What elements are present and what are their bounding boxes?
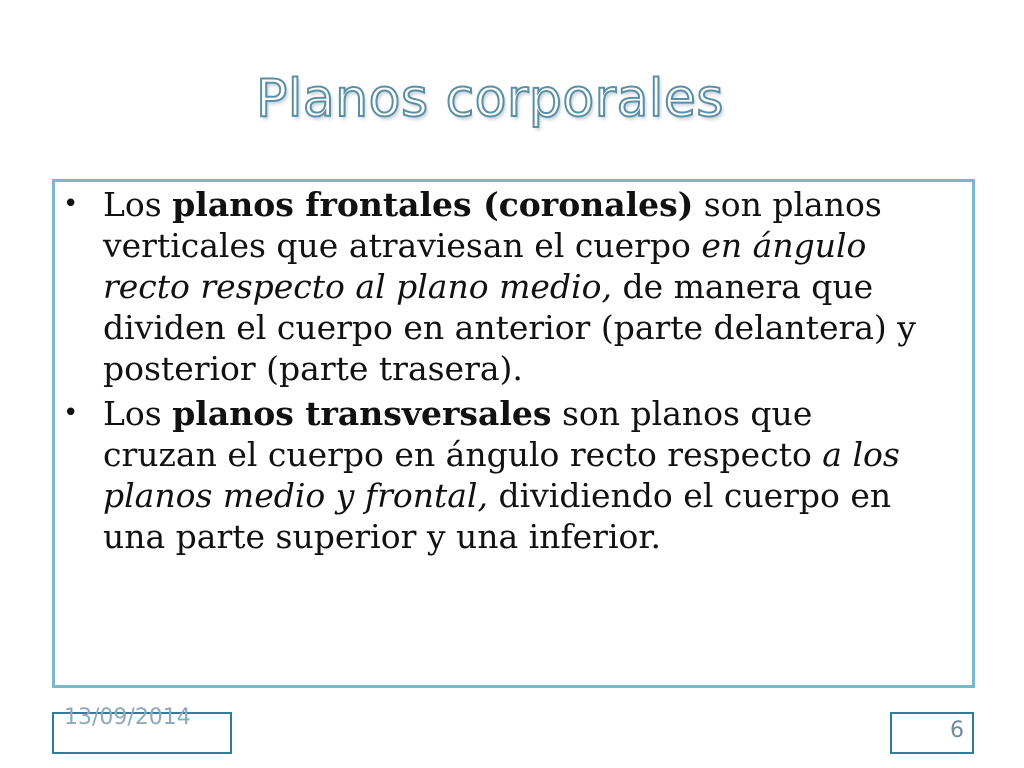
bullet-frontal-italic: en ángulo recto respecto al plano medio, (103, 226, 867, 306)
bullet-transversal-part-4: dividiendo el cuerpo en una parte superior y una inferior. (103, 476, 892, 556)
bullet-frontal-part-2: son planos verticales que atraviesan el cuerpo (103, 185, 882, 265)
footer-date: 13/09/2014 (64, 705, 191, 730)
bullet-list (55, 184, 935, 561)
bullet-text-transversal (103, 394, 900, 556)
bullet-frontal-part-0: Los (103, 185, 173, 224)
footer-date-box (52, 705, 232, 754)
page-number: 6 (950, 718, 964, 743)
bullet-item-frontal (55, 184, 935, 389)
bullet-transversal-part-2: son planos que cruzan el cuerpo en ángulo recto respecto (103, 394, 823, 474)
bullet-transversal-bold-term: planos transversales (172, 394, 552, 433)
bullet-frontal-bold-term: planos frontales (coronales) (172, 185, 694, 224)
slide-title: Planos corporales (256, 69, 724, 129)
content-box (52, 179, 975, 688)
bullet-transversal-italic: a los planos medio y frontal, (103, 435, 900, 515)
bullet-dot-icon: • (63, 398, 79, 428)
bullet-dot-icon: • (63, 189, 79, 219)
bullet-frontal-part-4: de manera que dividen el cuerpo en anterior (parte delantera) y posterior (parte trasera). (103, 267, 916, 388)
bullet-text-frontal (103, 185, 916, 388)
bullet-transversal-part-0: Los (103, 394, 173, 433)
bullet-item-transversal (55, 393, 935, 557)
footer-page-box (890, 712, 974, 754)
